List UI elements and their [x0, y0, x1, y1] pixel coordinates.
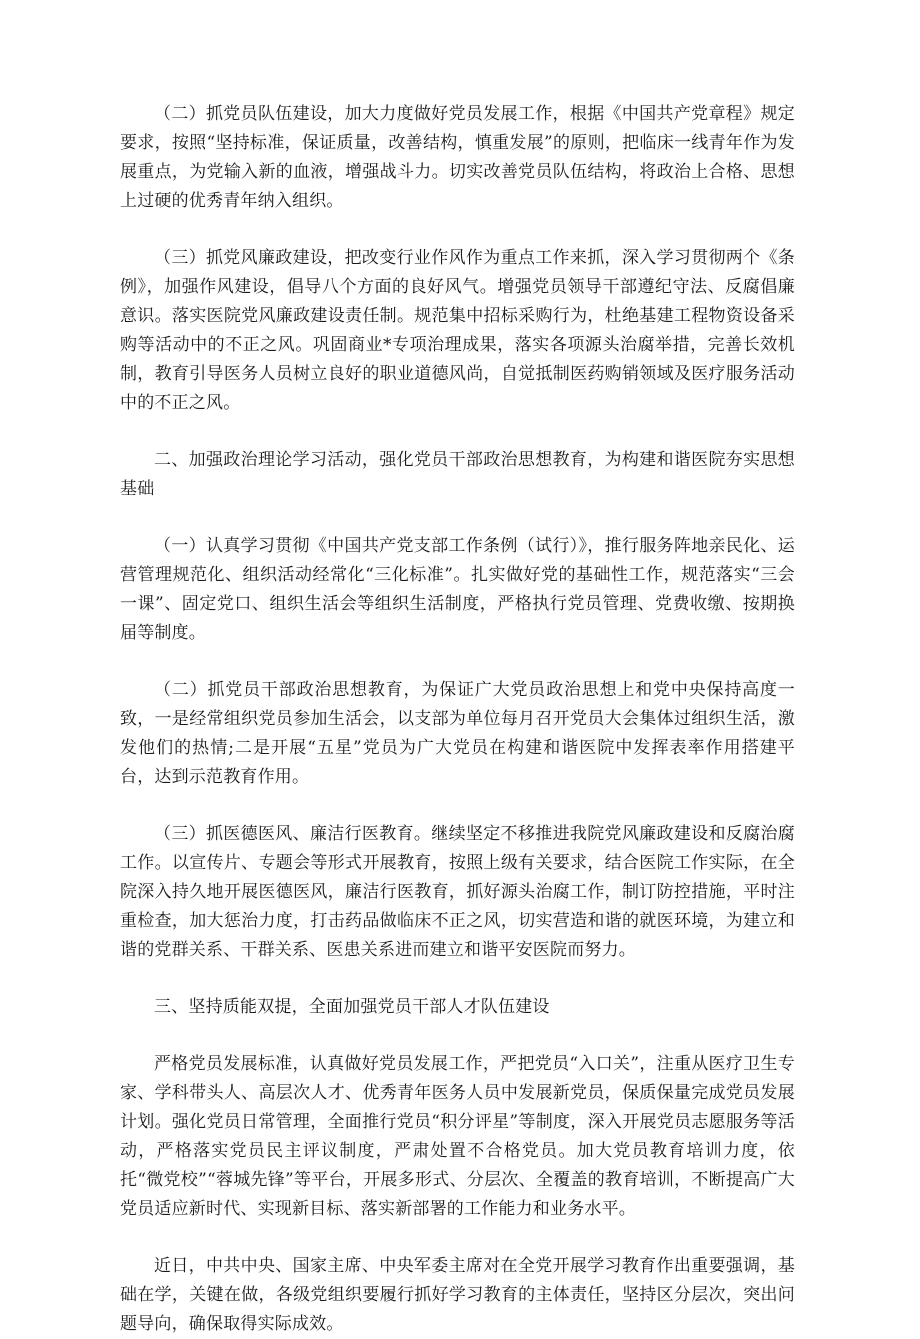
- paragraph-gap: [120, 1022, 795, 1050]
- paragraph-recent-directive: 近日，中共中央、国家主席、中央军委主席对在全党开展学习教育作出重要强调，基础在学，关键在做，各级党组织要履行抓好学习教育的主体责任，坚持区分层次，突出问题导向，确保取得实际成效。: [120, 1256, 795, 1334]
- paragraph-gap: [120, 1224, 795, 1252]
- section-heading-three: 三、坚持质能双提，全面加强党员干部人才队伍建设: [154, 997, 550, 1017]
- document-body: [120, 100, 795, 1339]
- paragraph-gap: [120, 504, 795, 532]
- paragraph-party-team-building: （二）抓党员队伍建设，加大力度做好党员发展工作，根据《中国共产党章程》规定要求，按照“坚持标准，保证质量，改善结构，慎重发展”的原则，把临床一线青年作为发展重点，为党输入新的血液，增强战斗力。切实改善党员队伍结构，将政治上合格、思想上过硬的优秀青年纳入组织。: [120, 104, 795, 211]
- section-heading-two: 二、加强政治理论学习活动，强化党员干部政治思想教育，为构建和谐医院夯实思想基础: [120, 450, 795, 499]
- paragraph-gap: [120, 418, 795, 446]
- paragraph-member-development: 严格党员发展标准，认真做好党员发展工作，严把党员“入口关”，注重从医疗卫生专家、学科带头人、高层次人才、优秀青年医务人员中发展新党员，保质保量完成党员发展计划。强化党员日常管理，全面推行党员“积分评星”等制度，深入开展党员志愿服务等活动，严格落实党员民主评议制度，严肃处置不合格党员。加大党员教育培训力度，依托“微党校”“蓉城先锋”等平台，开展多形式、分层次、全覆盖的教育培训，不断提高广大党员适应新时代、实现新目标、落实新部署的工作能力和业务水平。: [120, 1054, 795, 1219]
- paragraph-ideological-education: （二）抓党员干部政治思想教育，为保证广大党员政治思想上和党中央保持高度一致，一是经常组织党员参加生活会，以支部为单位每月召开党员大会集体过组织生活，激发他们的热情;二是开展“五星”党员为广大党员在构建和谐医院中发挥表率作用搭建平台，达到示范教育作用。: [120, 680, 795, 787]
- paragraph-gap: [120, 648, 795, 676]
- paragraph-gap: [120, 965, 795, 993]
- paragraph-gap: [120, 216, 795, 244]
- paragraph-study-regulations: （一）认真学习贯彻《中国共产党支部工作条例（试行）》，推行服务阵地亲民化、运营管理规范化、组织活动经常化“三化标准”。扎实做好党的基础性工作，规范落实“三会一课”、固定党口、组织生活会等组织生活制度，严格执行党员管理、党费收缴、按期换届等制度。: [120, 536, 795, 643]
- paragraph-gap: [120, 792, 795, 820]
- paragraph-medical-ethics: （三）抓医德医风、廉洁行医教育。继续坚定不移推进我院党风廉政建设和反腐治腐工作。以宣传片、专题会等形式开展教育，按照上级有关要求，结合医院工作实际，在全院深入持久地开展医德医风，廉洁行医教育，抓好源头治腐工作，制订防控措施，平时注重检查，加大惩治力度，打击药品做临床不正之风，切实营造和谐的就医环境，为建立和谐的党群关系、干群关系、医患关系进而建立和谐平安医院而努力。: [120, 824, 795, 960]
- paragraph-clean-governance: （三）抓党风廉政建设，把改变行业作风作为重点工作来抓，深入学习贯彻两个《条例》，加强作风建设，倡导八个方面的良好风气。增强党员领导干部遵纪守法、反腐倡廉意识。落实医院党风廉政建设责任制。规范集中招标采购行为，杜绝基建工程物资设备采购等活动中的不正之风。巩固商业*专项治理成果，落实各项源头治腐举措，完善长效机制，教育引导医务人员树立良好的职业道德风尚，自觉抵制医药购销领域及医疗服务活动中的不正之风。: [120, 248, 795, 413]
